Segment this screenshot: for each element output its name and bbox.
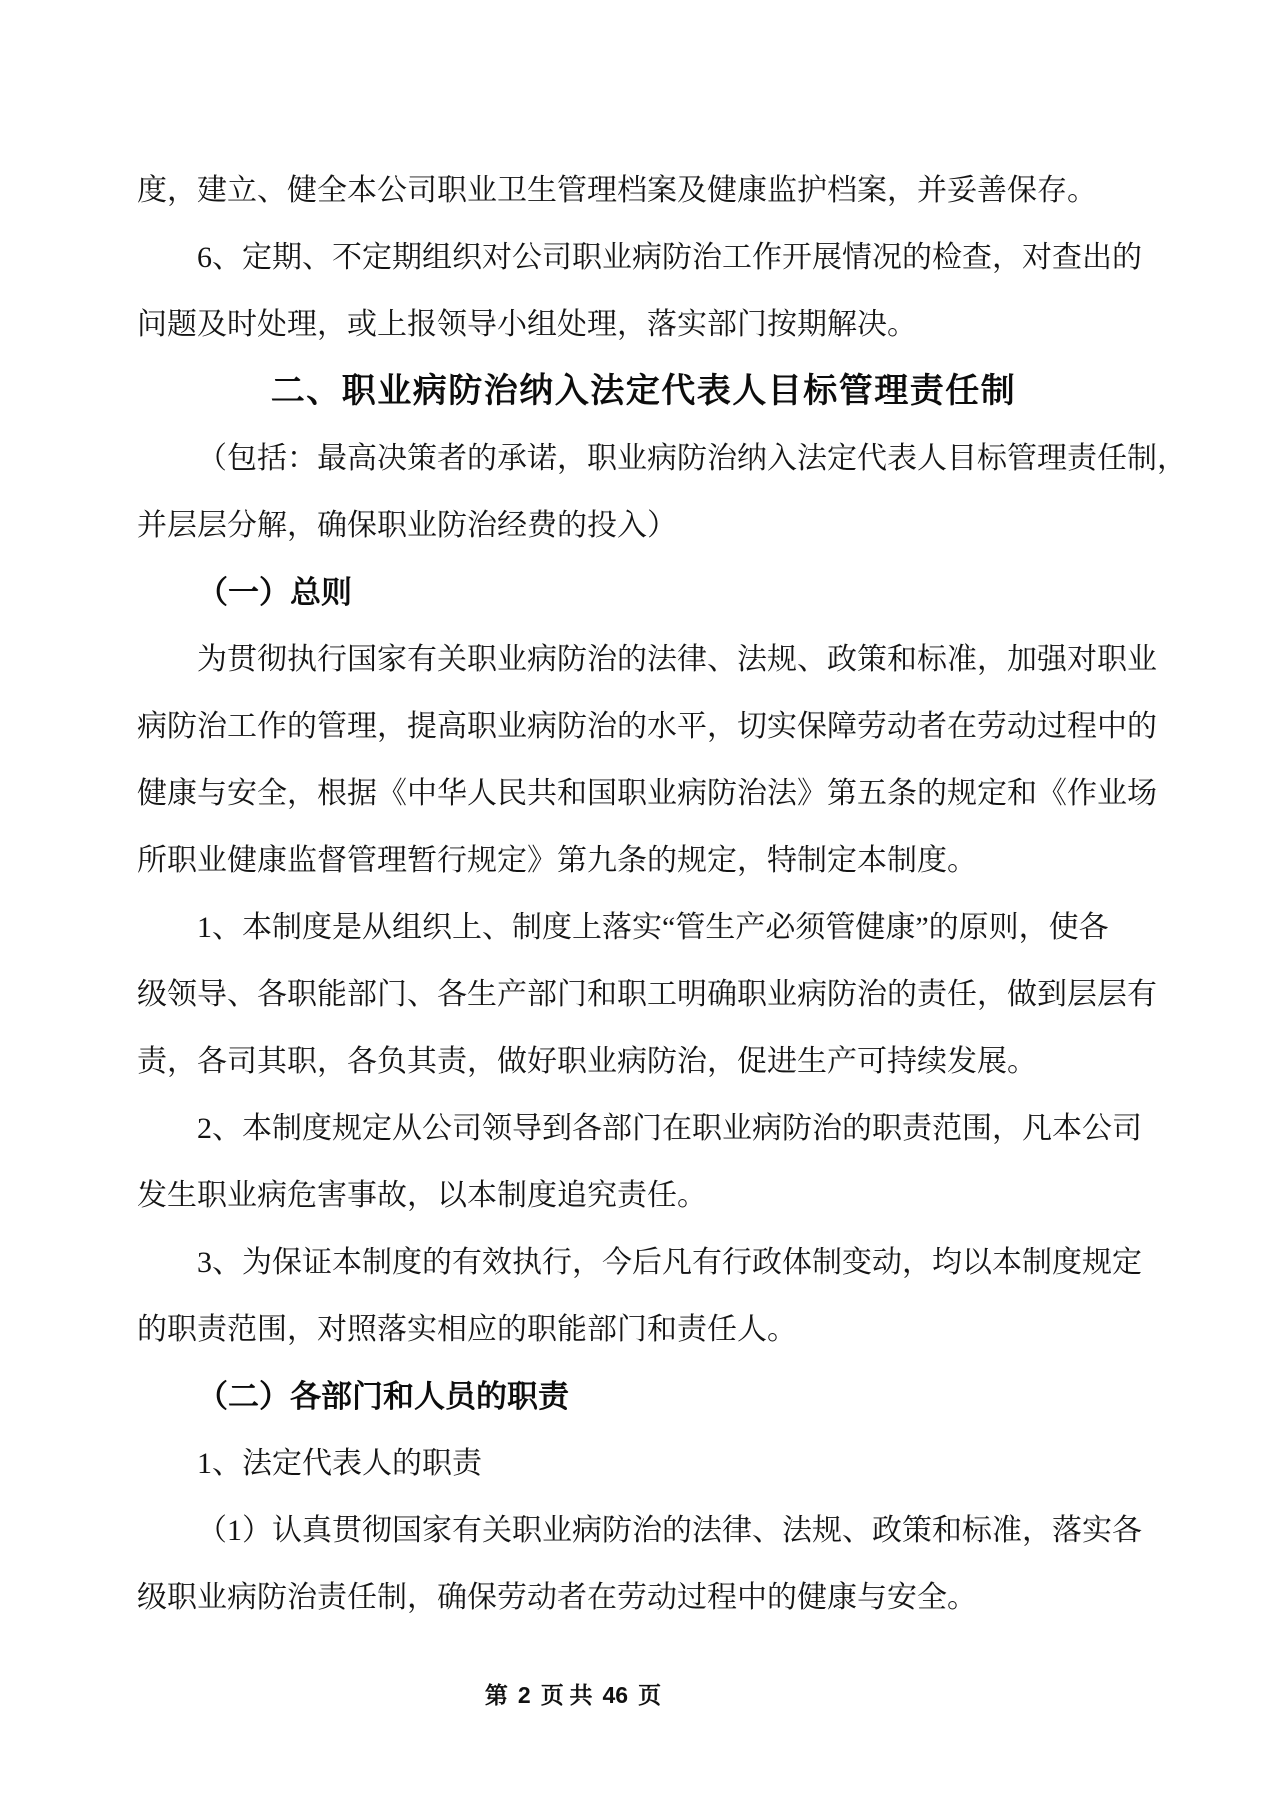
footer-page-prefix: 第 — [484, 1683, 508, 1708]
page-footer — [0, 1672, 1146, 1718]
paragraph-line: （1）认真贯彻国家有关职业病防治的法律、法规、政策和标准，落实各 — [197, 1514, 1142, 1547]
paragraph-line: 病防治工作的管理，提高职业病防治的水平，切实保障劳动者在劳动过程中的 — [137, 710, 1157, 743]
paragraph-line: 的职责范围，对照落实相应的职能部门和责任人。 — [137, 1313, 797, 1346]
paragraph-line: 6、定期、不定期组织对公司职业病防治工作开展情况的检查，对查出的 — [197, 241, 1142, 274]
paragraph-line: 级职业病防治责任制，确保劳动者在劳动过程中的健康与安全。 — [137, 1581, 977, 1614]
paragraph-line: 1、法定代表人的职责 — [197, 1447, 482, 1480]
paragraph-line: （包括：最高决策者的承诺，职业病防治纳入法定代表人目标管理责任制， — [197, 442, 1187, 475]
paragraph-line: 所职业健康监督管理暂行规定》第九条的规定，特制定本制度。 — [137, 844, 977, 877]
subsection-heading: （二）各部门和人员的职责 — [197, 1379, 569, 1414]
paragraph-line: 健康与安全，根据《中华人民共和国职业病防治法》第五条的规定和《作业场 — [137, 777, 1157, 810]
document-body — [137, 157, 1187, 1631]
paragraph-line: 2、本制度规定从公司领导到各部门在职业病防治的职责范围，凡本公司 — [197, 1112, 1142, 1145]
section-heading: 二、职业病防治纳入法定代表人目标管理责任制 — [270, 372, 1017, 410]
paragraph-line: 度，建立、健全本公司职业卫生管理档案及健康监护档案，并妥善保存。 — [137, 174, 1097, 207]
paragraph-line: 级领导、各职能部门、各生产部门和职工明确职业病防治的责任，做到层层有 — [137, 978, 1157, 1011]
paragraph-line: 并层层分解，确保职业防治经费的投入） — [137, 509, 677, 542]
footer-page-suffix: 页 — [638, 1683, 662, 1708]
paragraph-line: 3、为保证本制度的有效执行，今后凡有行政体制变动，均以本制度规定 — [197, 1246, 1142, 1279]
paragraph-line: 责，各司其职，各负其责，做好职业病防治，促进生产可持续发展。 — [137, 1045, 1037, 1078]
subsection-heading: （一）总则 — [197, 575, 352, 610]
paragraph-line: 为贯彻执行国家有关职业病防治的法律、法规、政策和标准，加强对职业 — [197, 643, 1157, 676]
paragraph-line: 问题及时处理，或上报领导小组处理，落实部门按期解决。 — [137, 308, 917, 341]
footer-page-infix: 页 共 — [540, 1683, 593, 1708]
footer-page-number: 2 — [517, 1682, 531, 1708]
paragraph-line: 1、本制度是从组织上、制度上落实“管生产必须管健康”的原则，使各 — [197, 911, 1109, 944]
paragraph-line: 发生职业病危害事故，以本制度追究责任。 — [137, 1179, 707, 1212]
footer-total-pages: 46 — [602, 1682, 629, 1708]
